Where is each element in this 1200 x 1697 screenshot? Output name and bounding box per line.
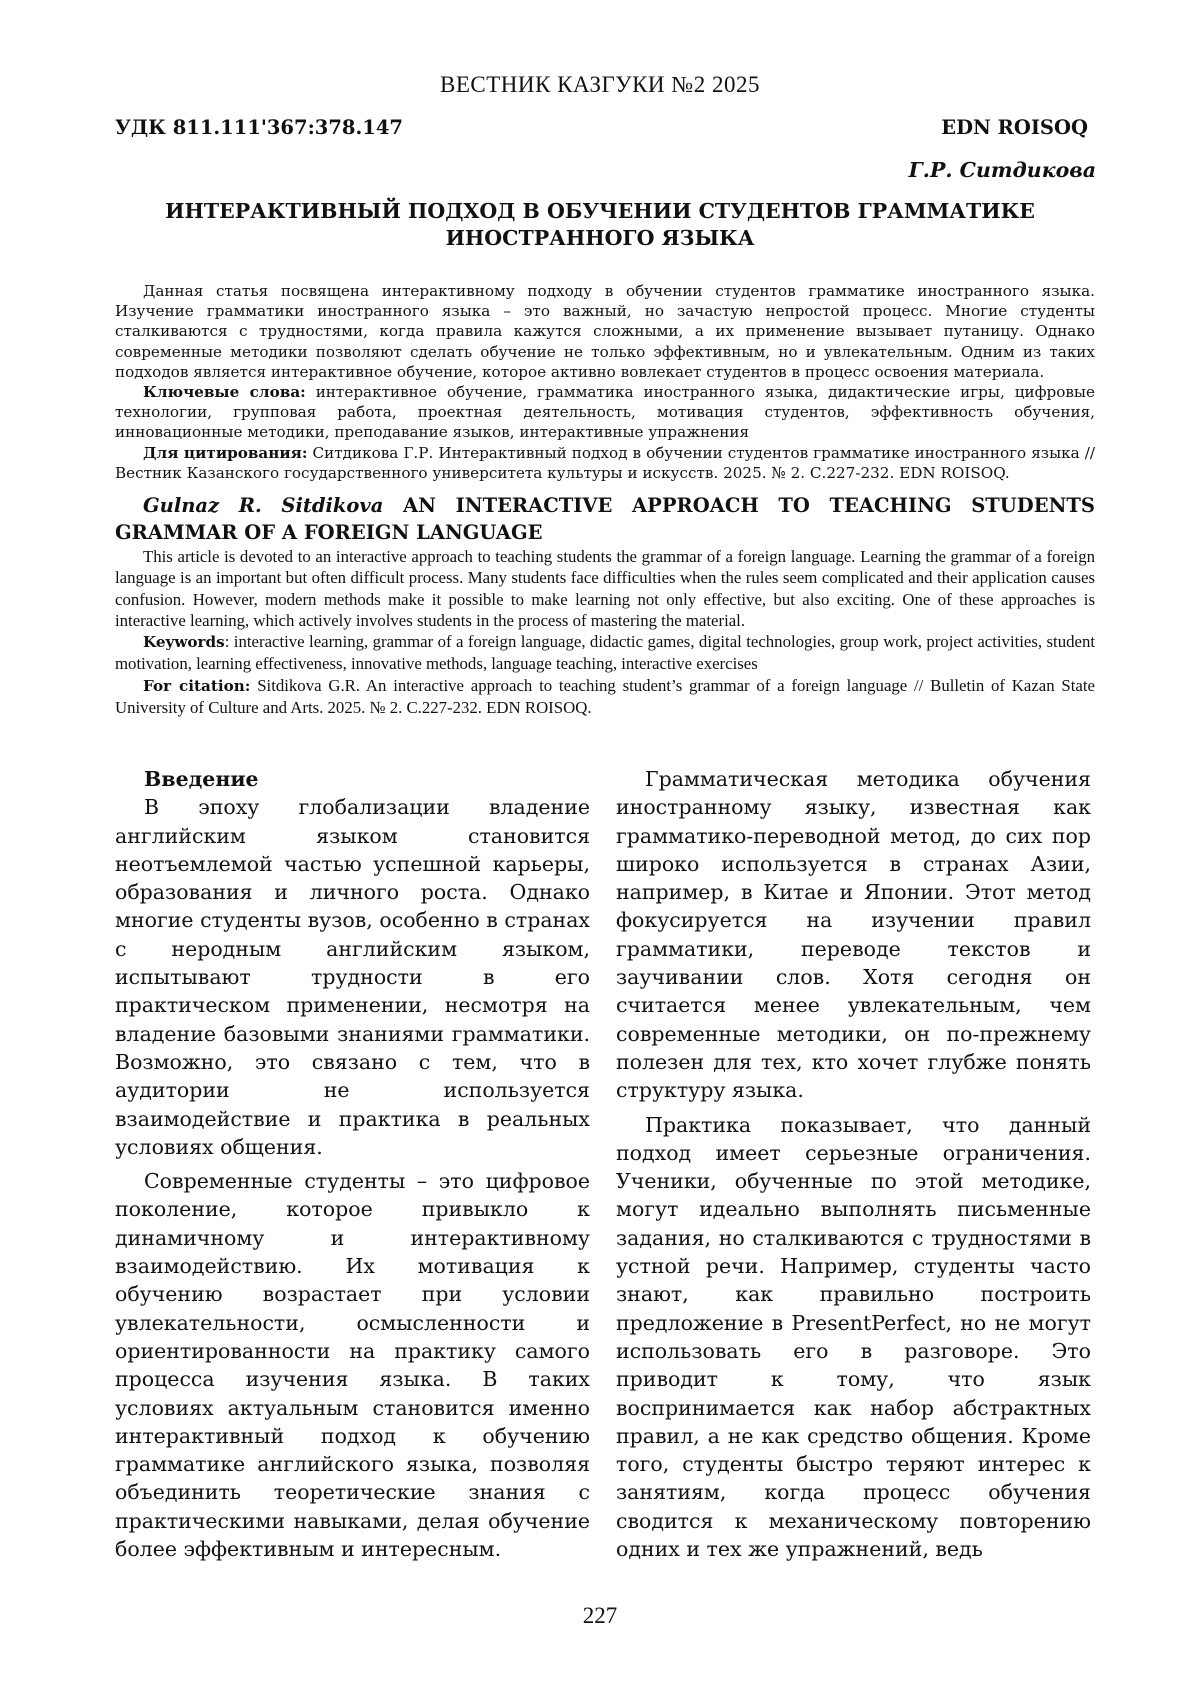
ru-keywords-label: Ключевые слова: (143, 383, 306, 402)
page-number: 227 (582, 1603, 618, 1628)
en-metadata-block (115, 546, 1095, 718)
title-line-2: ИНОСТРАННОГО ЯЗЫКА (445, 226, 755, 250)
en-author: Gulnaz R. Sitdikova (143, 494, 384, 517)
en-citation-text: Sitdikova G.R. An interactive approach to teaching student’s grammar of a foreign language // Bulletin of Kazan State University of Culture and Arts. 2025. № 2. С.227-232. EDN ROISOQ. (115, 675, 1095, 718)
edn-code: EDN ROISOQ (941, 116, 1088, 139)
ru-keywords-text: интерактивное обучение, грамматика иностранного языка, дидактические игры, цифровые технологии, групповая работа, проектная деятельность, мотивация студентов, эффективность обучения, инновационные методики, преподавание языков, интерактивные упражнения (115, 383, 1095, 442)
body-column-right (616, 765, 1091, 1569)
en-abstract: This article is devoted to an interactive approach to teaching students the grammar of a foreign language. Learning the grammar of a foreign language is an important but often difficult process. Many students face difficulties when the rules seem complicated and their application causes confusion. However, modern methods make it possible to make learning not only effective, but also exciting. One of these approaches is interactive learning, which actively involves students in the process of mastering the material. (115, 547, 1095, 630)
en-title-block (115, 492, 1095, 546)
body-paragraph: Практика показывает, что данный подход имеет серьезные ограничения. Ученики, обученные по этой методике, могут идеально выполнять письменные задания, но сталкиваются с трудностями в устной речи. Например, студенты часто знают, как правильно построить предложение в PresentPerfect, но не могут использовать его в разговоре. Это приводит к тому, что язык воспринимается как набор абстрактных правил, а не как средство общения. Кроме того, студенты быстро теряют интерес к занятиям, когда процесс обучения сводится к механическому повторению одних и тех же упражнений, ведь (616, 1112, 1091, 1562)
en-title: AN INTERACTIVE APPROACH TO TEACHING STUDENTS GRAMMAR OF A FOREIGN LANGUAGE (115, 494, 1095, 544)
journal-header: ВЕСТНИК КАЗГУКИ №2 2025 (440, 72, 760, 97)
body-column-left (115, 765, 590, 1569)
en-keywords-label: Keywords (143, 633, 225, 652)
section-heading: Введение (144, 767, 259, 791)
body-paragraph: В эпоху глобализации владение английским языком становится неотъемлемой частью успешной карьеры, образования и личного роста. Однако многие студенты вузов, особенно в странах с неродным английским языком, испытывают трудности в его практическом применении, несмотря на владение базовыми знаниями грамматики. Возможно, это связано с тем, что в аудитории не используется взаимодействие и практика в реальных условиях общения. (115, 795, 590, 1159)
ru-metadata-block (115, 281, 1095, 483)
title-line-1: ИНТЕРАКТИВНЫЙ ПОДХОД В ОБУЧЕНИИ СТУДЕНТОВ ГРАММАТИКЕ (165, 199, 1035, 223)
body-paragraph: Современные студенты – это цифровое поколение, которое привыкло к динамичному и интерактивному взаимодействию. Их мотивация к обучению возрастает при условии увлекательности, осмысленности и ориентированности на практику самого процесса изучения языка. В таких условиях актуальным становится именно интерактивный подход к обучению грамматике английского языка, позволяя объединить теоретические знания с практическими навыками, делая обучение более эффективным и интересным. (115, 1169, 590, 1562)
en-citation-label: For citation: (143, 676, 251, 695)
body-paragraph: Грамматическая методика обучения иностранному языку, известная как грамматико-переводной метод, до сих пор широко используется в странах Азии, например, в Китае и Японии. Этот метод фокусируется на изучении правил грамматики, переводе текстов и заучивании слов. Хотя сегодня он считается менее увлекательным, чем современные методики, он по-прежнему полезен для тех, кто хочет глубже понять структуру языка. (616, 767, 1091, 1103)
author-name: Г.Р. Ситдикова (908, 158, 1096, 182)
ru-citation-text: Ситдикова Г.Р. Интерактивный подход в обучении студентов грамматике иностранного языка // Вестник Казанского государственного университета культуры и искусств. 2025. № 2. С.227-232. EDN ROISOQ. (115, 443, 1095, 482)
ru-abstract: Данная статья посвящена интерактивному подходу в обучении студентов грамматике иностранного языка. Изучение грамматики иностранного языка – это важный, но зачастую непростой процесс. Многие студенты сталкиваются с трудностями, когда правила кажутся сложными, а их применение вызывает путаницу. Однако современные методики позволяют сделать обучение не только эффективным, но и увлекательным. Одним из таких подходов является интерактивное обучение, которое активно вовлекает студентов в процесс освоения материала. (115, 282, 1095, 381)
ru-citation-label: Для цитирования: (143, 443, 308, 462)
ru-citation (115, 443, 1095, 483)
en-keywords (115, 631, 1095, 675)
en-citation (115, 675, 1095, 719)
article-title (0, 198, 1200, 252)
udk-code: УДК 811.111'367:378.147 (115, 116, 403, 139)
ru-keywords (115, 382, 1095, 443)
en-keywords-text: : interactive learning, grammar of a foreign language, didactic games, digital technologies, group work, project activities, student motivation, learning effectiveness, innovative methods, language teaching, interactive exercises (115, 632, 1095, 674)
